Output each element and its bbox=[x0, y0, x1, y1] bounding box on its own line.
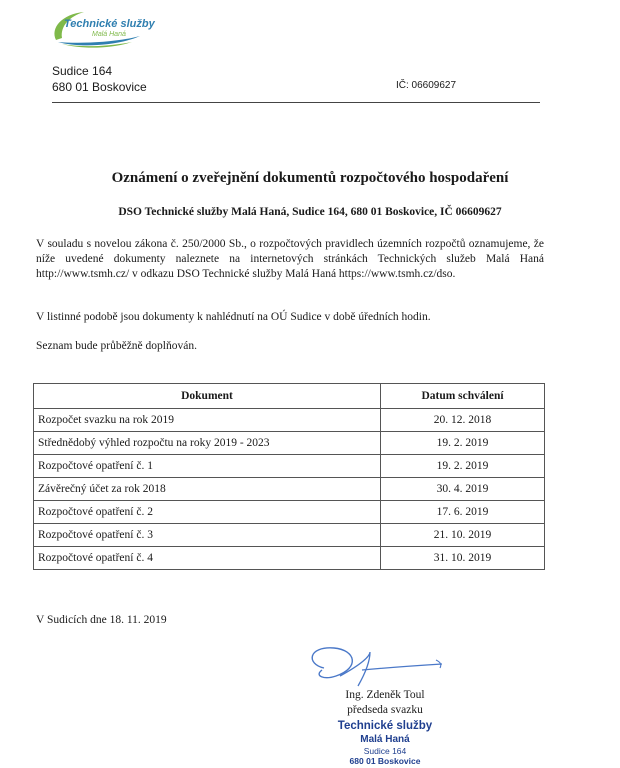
column-header-document: Dokument bbox=[34, 384, 381, 409]
header-divider bbox=[52, 102, 540, 103]
document-subtitle: DSO Technické služby Malá Haná, Sudice 164, 680 01 Boskovice, IČ 06609627 bbox=[118, 206, 502, 218]
document-title: Oznámení o zveřejnění dokumentů rozpočtového hospodaření bbox=[111, 170, 509, 186]
signer-name: Ing. Zdeněk Toul bbox=[345, 689, 425, 701]
document-name: Střednědobý výhled rozpočtu na roky 2019 - 2023 bbox=[34, 432, 381, 455]
paragraph-availability: V listinné podobě jsou dokumenty k nahlédnutí na OÚ Sudice v době úředních hodin. bbox=[36, 311, 431, 323]
documents-table bbox=[33, 383, 545, 570]
approval-date: 21. 10. 2019 bbox=[381, 524, 545, 547]
address-line-2: 680 01 Boskovice bbox=[52, 80, 147, 94]
approval-date: 19. 2. 2019 bbox=[381, 455, 545, 478]
paragraph-intro: V souladu s novelou zákona č. 250/2000 Sb., o rozpočtových pravidlech územních rozpočtů oznamujeme, že níže uvedené dokumenty naleznete na internetových stránkách Technických služeb Malá Haná http://www.tsmh.cz/ v odkazu DSO Technické služby Malá Haná https://www.tsmh.cz/dso. bbox=[36, 238, 544, 280]
approval-date: 17. 6. 2019 bbox=[381, 501, 545, 524]
table-row bbox=[34, 501, 545, 524]
document-name: Rozpočtové opatření č. 4 bbox=[34, 547, 381, 570]
company-id: IČ: 06609627 bbox=[396, 80, 457, 91]
table-header-row bbox=[34, 384, 545, 409]
table-row bbox=[34, 432, 545, 455]
approval-date: 20. 12. 2018 bbox=[381, 409, 545, 432]
table-row bbox=[34, 524, 545, 547]
document-name: Rozpočtové opatření č. 3 bbox=[34, 524, 381, 547]
table-row bbox=[34, 547, 545, 570]
handwritten-signature-icon bbox=[300, 642, 450, 690]
document-name: Rozpočtové opatření č. 2 bbox=[34, 501, 381, 524]
stamp-line-3: Sudice 164 bbox=[363, 746, 407, 756]
stamp-line-1: Technické služby bbox=[337, 720, 433, 732]
address-line-1: Sudice 164 bbox=[52, 64, 113, 78]
logo-subtitle: Malá Haná bbox=[92, 31, 126, 38]
signer-role: předseda svazku bbox=[347, 704, 423, 716]
approval-date: 30. 4. 2019 bbox=[381, 478, 545, 501]
table-row bbox=[34, 409, 545, 432]
stamp-line-4: 680 01 Boskovice bbox=[349, 756, 421, 766]
logo-title: Technické služby bbox=[64, 18, 155, 30]
table-row bbox=[34, 455, 545, 478]
column-header-approval-date: Datum schválení bbox=[381, 384, 545, 409]
document-name: Závěrečný účet za rok 2018 bbox=[34, 478, 381, 501]
document-name: Rozpočtové opatření č. 1 bbox=[34, 455, 381, 478]
stamp-line-2: Malá Haná bbox=[360, 734, 410, 745]
approval-date: 19. 2. 2019 bbox=[381, 432, 545, 455]
paragraph-note: Seznam bude průběžně doplňován. bbox=[36, 340, 197, 352]
document-name: Rozpočet svazku na rok 2019 bbox=[34, 409, 381, 432]
approval-date: 31. 10. 2019 bbox=[381, 547, 545, 570]
company-logo bbox=[48, 8, 158, 50]
place-and-date: V Sudicích dne 18. 11. 2019 bbox=[36, 614, 167, 626]
table-row bbox=[34, 478, 545, 501]
